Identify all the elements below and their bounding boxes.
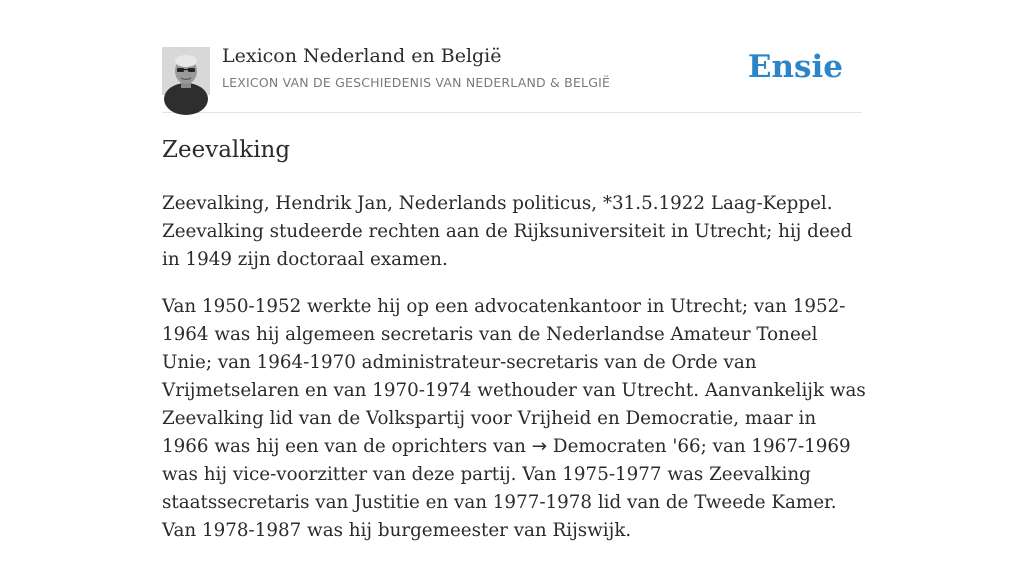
paragraph-text: Van 1950-1952 werkte hij op een advocatenkantoor in Utrecht; van 1952-1964 was hij algemeen secretaris van de Nederlandse Amateur Toneel Unie; van 1964-1970 administrateur-secretaris van de Orde van Vrijmetselaren en van 1970-1974 wethouder van Utrecht. Aanvankelijk was Zeevalking lid van de Volkspartij voor Vrijheid en Democratie, maar in 1966 was hij een van de oprichters van	[162, 296, 866, 457]
author-avatar[interactable]	[162, 47, 210, 95]
publication-title[interactable]: Lexicon Nederland en België	[222, 45, 502, 67]
crossref-link-democraten-66[interactable]	[532, 436, 701, 457]
article-body	[162, 190, 868, 564]
crossref-link-label: Democraten '66	[552, 436, 701, 457]
article-paragraph: Zeevalking, Hendrik Jan, Nederlands politicus, *31.5.1922 Laag-Keppel. Zeevalking studeerde rechten aan de Rijksuniversiteit in Utrecht; hij deed in 1949 zijn doctoraal examen.	[162, 193, 853, 270]
article-title: Zeevalking	[162, 137, 291, 163]
article-paragraph	[162, 293, 868, 545]
content-column	[162, 0, 866, 541]
ensie-logo[interactable]: Ensie	[747, 49, 843, 85]
publication-header	[162, 0, 862, 113]
avatar-portrait-icon	[162, 47, 210, 95]
crossref-arrow-icon: →	[531, 436, 548, 457]
publication-subtitle: LEXICON VAN DE GESCHIEDENIS VAN NEDERLAND & BELGIË	[222, 75, 611, 90]
paragraph-text: ; van 1967-1969 was hij vice-voorzitter van deze partij. Van 1975-1977 was Zeevalking staatssecretaris van Justitie en van 1977-1978 lid van de Tweede Kamer. Van 1978-1987 was hij burgemeester van Rijswijk.	[162, 436, 851, 541]
